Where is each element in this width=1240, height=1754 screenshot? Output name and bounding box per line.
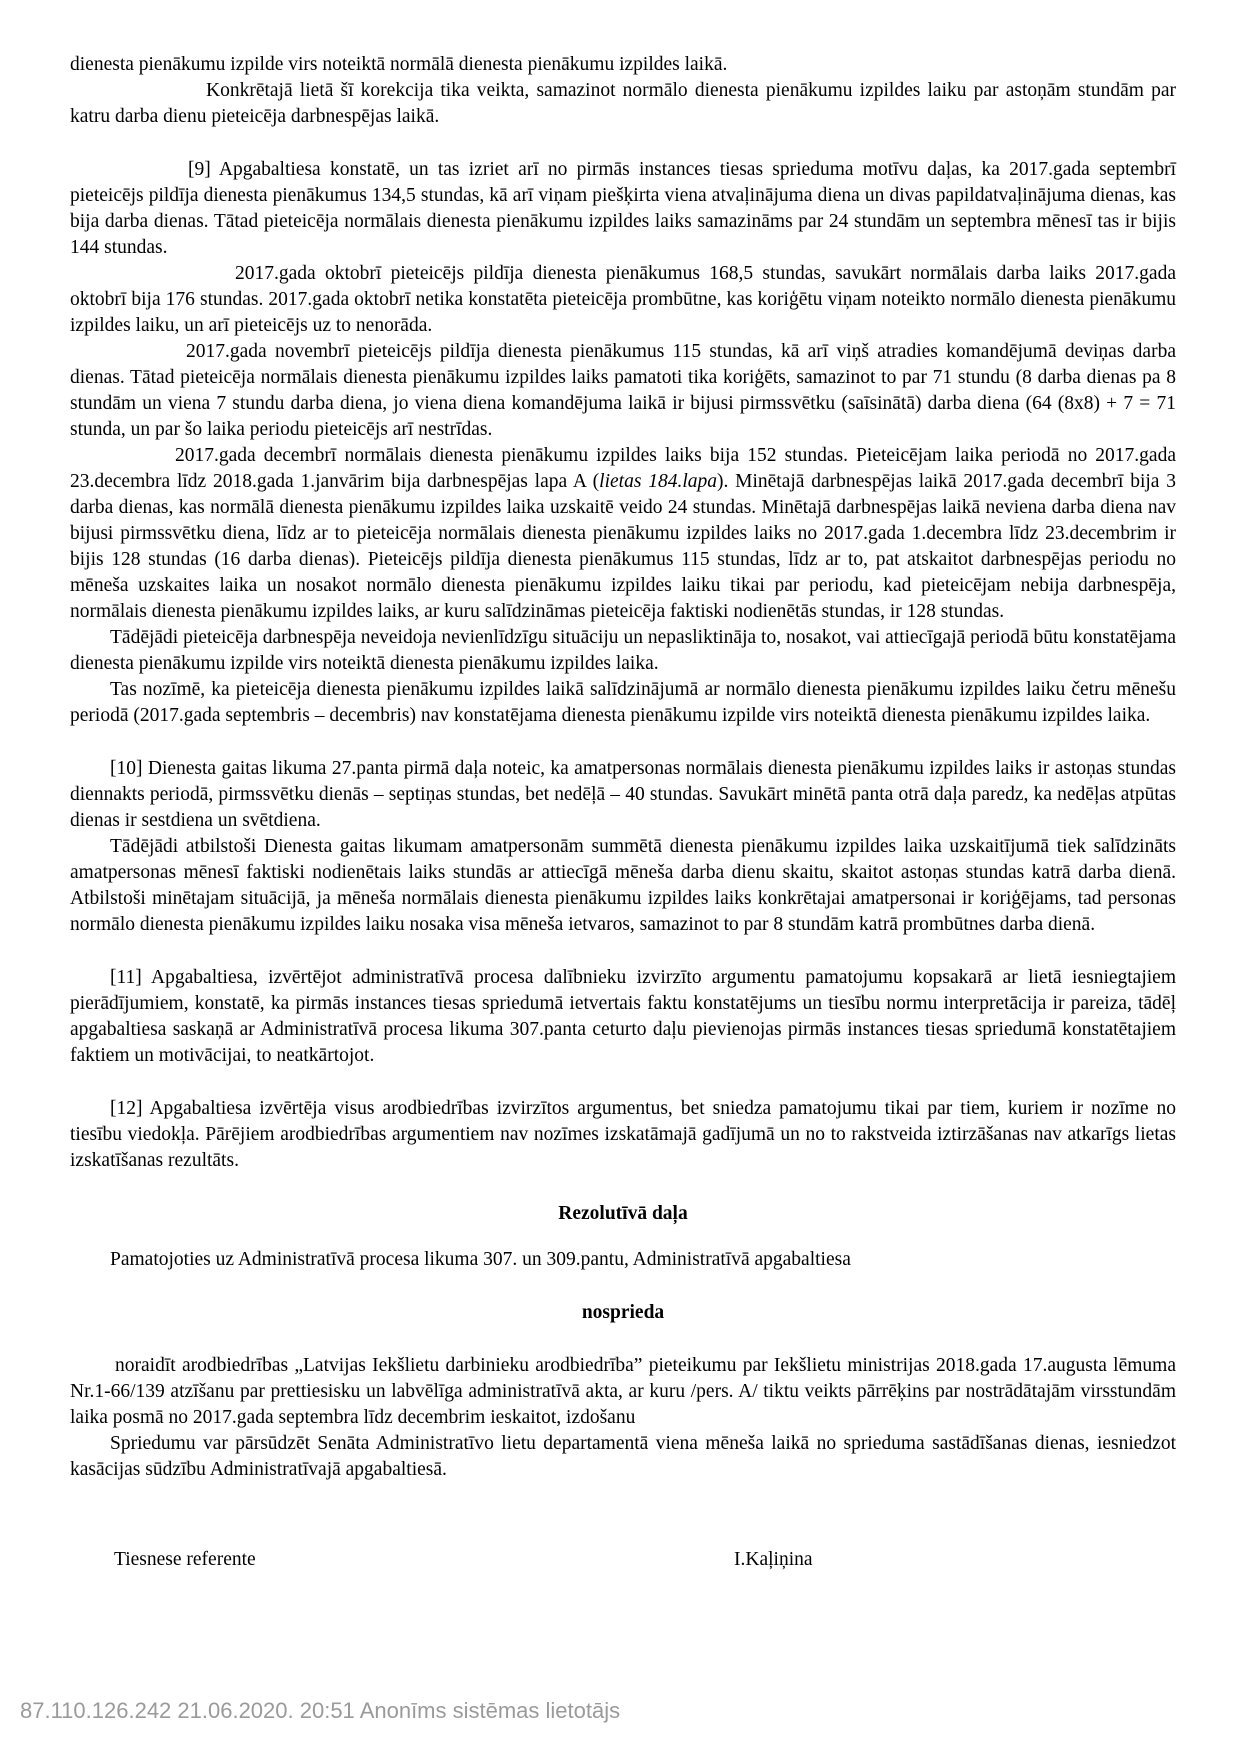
ruling-heading: nosprieda (581, 1302, 665, 1323)
paragraph: Tādējādi pieteicēja darbnespēja neveidoja nevienlīdzīgu situāciju un nepasliktināja to, nosakot, vai attiecīgajā periodā būtu konstatējama dienesta pienākumu izpilde virs noteiktā dienesta pienākumu izpildes laika. (70, 627, 1176, 674)
paragraph: Tas nozīmē, ka pieteicēja dienesta pienākumu izpildes laikā salīdzinājumā ar normālo dienesta pienākumu izpildes laiku četru mēnešu periodā (2017.gada septembris – decembris) nav konstatējama dienesta pienākumu izpilde virs noteiktā dienesta pienākumu izpildes laika. (70, 679, 1176, 726)
spacer (70, 938, 1176, 965)
section-heading: Rezolutīvā daļa (558, 1203, 688, 1224)
paragraph-text: ). Minētajā darbnespējas laikā 2017.gada decembrī bija 3 darba dienas, kas normālā dienesta pienākumu izpildes laika uzskaitē veido 24 stundas. Minētajā darbnespējas laikā neviena darba diena nav bijusi pirmssvētku diena, līdz ar to pieteicēja normālais dienesta pienākumu izpildes laiks no 2017.gada 1.decembra līdz 23.decembrim ir bijis 128 stundas (16 darba dienas). Pieteicējs pildīja dienesta pienākumus 115 stundas, līdz ar to, pat atskaitot darbnespējas periodu no mēneša uzskaites laika un nosakot normālo dienesta pienākumu izpildes laiku tikai par periodu, kad pieteicējam nebija darbnespēja, normālais dienesta pienākumu izpildes laiks, ar kuru salīdzināmas pieteicēja faktiski nodienētās stundas, ir 128 stundas. (70, 471, 1176, 622)
paragraph: 2017.gada novembrī pieteicējs pildīja dienesta pienākumus 115 stundas, kā arī viņš atradies komandējumā deviņas darba dienas. Tātad pieteicēja normālais dienesta pienākumu izpildes laiks pamatoti tika koriģēts, samazinot to par 71 stundu (8 darba dienas pa 8 stundām un viena 7 stundu darba diena, jo viena diena komandējuma laikā ir bijusi pirmssvētku (saīsinātā) darba diena (64 (8x8) + 7 = 71 stunda, un par šo laika periodu pieteicējs arī nestrīdas. (70, 341, 1176, 440)
signature-role: Tiesnese referente (114, 1549, 256, 1570)
spacer (70, 1069, 1176, 1096)
paragraph: Konkrētajā lietā šī korekcija tika veikta, samazinot normālo dienesta pienākumu izpildes laiku par astoņām stundām par katru darba dienu pieteicēja darbnespējas laikā. (70, 80, 1176, 127)
paragraph: dienesta pienākumu izpilde virs noteiktā normālā dienesta pienākumu izpildes laikā. (70, 54, 728, 75)
case-reference: lietas 184.lapa (599, 471, 717, 492)
paragraph-text: 2017.gada decembrī normālais dienesta pienākumu izpildes laiks bija 152 stundas. Pieteicējam laika periodā no 2017.gada 23.decembra līdz 2018.gada 1.janvārim bija darbnespējas lapa A ( (70, 445, 1176, 492)
spacer (70, 1483, 1176, 1547)
paragraph (70, 443, 1176, 625)
paragraph-10: [10] Dienesta gaitas likuma 27.panta pirmā daļa noteic, ka amatpersonas normālais dienesta pienākumu izpildes laiks ir astoņas stundas diennakts periodā, pirmssvētku dienās – septiņas stundas, bet nedēļā – 40 stundas. Savukārt minētā panta otrā daļa paredz, ka nedēļas atpūtas dienas ir sestdiena un svētdiena. (70, 758, 1176, 831)
signature-block (70, 1547, 1176, 1573)
paragraph-12: [12] Apgabaltiesa izvērtēja visus arodbiedrības izvirzītos argumentus, bet sniedza pamatojumu tikai par tiem, kuriem ir nozīme no tiesību viedokļa. Pārējiem arodbiedrības argumentiem nav nozīmes izskatāmajā gadījumā un no to rakstveida iztirzāšanas nav atkarīgs lietas izskatīšanas rezultāts. (70, 1098, 1176, 1171)
paragraph-11: [11] Apgabaltiesa, izvērtējot administratīvā procesa dalībnieku izvirzīto argumentu pamatojumu kopsakarā ar lietā iesniegtajiem pierādījumiem, konstatē, ka pirmās instances tiesas spriedumā ietvertais faktu konstatējums un tiesību normu interpretācija ir pareiza, tādēļ apgabaltiesa saskaņā ar Administratīvā procesa likuma 307.panta ceturto daļu pievienojas pirmās instances tiesas spriedumā konstatētajiem faktiem un motivācijai, to neatkārtojot. (70, 967, 1176, 1066)
paragraph: 2017.gada oktobrī pieteicējs pildīja dienesta pienākumus 168,5 stundas, savukārt normālais darba laiks 2017.gada oktobrī bija 176 stundas. 2017.gada oktobrī netika konstatēta pieteicēja prombūtne, kas koriģētu viņam noteikto normālo dienesta pienākumu izpildes laiku, un arī pieteicējs uz to nenorāda. (70, 263, 1176, 336)
spacer (70, 1174, 1176, 1201)
ruling-text: noraidīt arodbiedrības „Latvijas Iekšlietu darbinieku arodbiedrība” pieteikumu par Iekšlietu ministrijas 2018.gada 17.augusta lēmuma Nr.1-66/139 atzīšanu par prettiesisku un labvēlīga administratīvā akta, ar kuru /pers. A/ tiktu veikts pārrēķins par nostrādātajām virsstundām laika posmā no 2017.gada septembra līdz decembrim ieskaitot, izdošanu (70, 1355, 1176, 1428)
signature-name: I.Kaļiņina (734, 1549, 813, 1570)
paragraph-9: [9] Apgabaltiesa konstatē, un tas izriet arī no pirmās instances tiesas sprieduma motīvu daļas, ka 2017.gada septembrī pieteicējs pildīja dienesta pienākumus 134,5 stundas, kā arī viņam piešķirta viena atvaļinājuma diena un divas papildatvaļinājuma dienas, kas bija darba dienas. Tātad pieteicēja normālais dienesta pienākumu izpildes laiks samazināms par 24 stundām un septembra mēnesī tas ir bijis 144 stundas. (70, 159, 1176, 258)
spacer (70, 1326, 1176, 1353)
access-footer: 87.110.126.242 21.06.2020. 20:51 Anonīms sistēmas lietotājs (20, 1698, 621, 1723)
document-body (70, 52, 1176, 1573)
paragraph: Spriedumu var pārsūdzēt Senāta Administratīvo lietu departamentā viena mēneša laikā no sprieduma sastādīšanas dienas, iesniedzot kasācijas sūdzību Administratīvajā apgabaltiesā. (70, 1433, 1176, 1480)
spacer (70, 1273, 1176, 1300)
paragraph: Tādējādi atbilstoši Dienesta gaitas likumam amatpersonām summētā dienesta pienākumu izpildes laika uzskaitījumā tiek salīdzināts amatpersonas mēnesī faktiski nodienētais laiks stundās ar attiecīgā mēneša darba dienu skaitu, skaitot astoņas stundas katrā darba dienā. Atbilstoši minētajam situācijā, ja mēneša normālais dienesta pienākumu izpildes laiks konkrētajai amatpersonai ir koriģējams, tad personas normālo dienesta pienākumu izpildes laiku nosaka visa mēneša ietvaros, samazinot to par 8 stundām katrā prombūtnes darba dienā. (70, 836, 1176, 935)
spacer (70, 1227, 1176, 1247)
spacer (70, 130, 1176, 157)
paragraph: Pamatojoties uz Administratīvā procesa likuma 307. un 309.pantu, Administratīvā apgabaltiesa (110, 1249, 851, 1270)
spacer (70, 729, 1176, 756)
